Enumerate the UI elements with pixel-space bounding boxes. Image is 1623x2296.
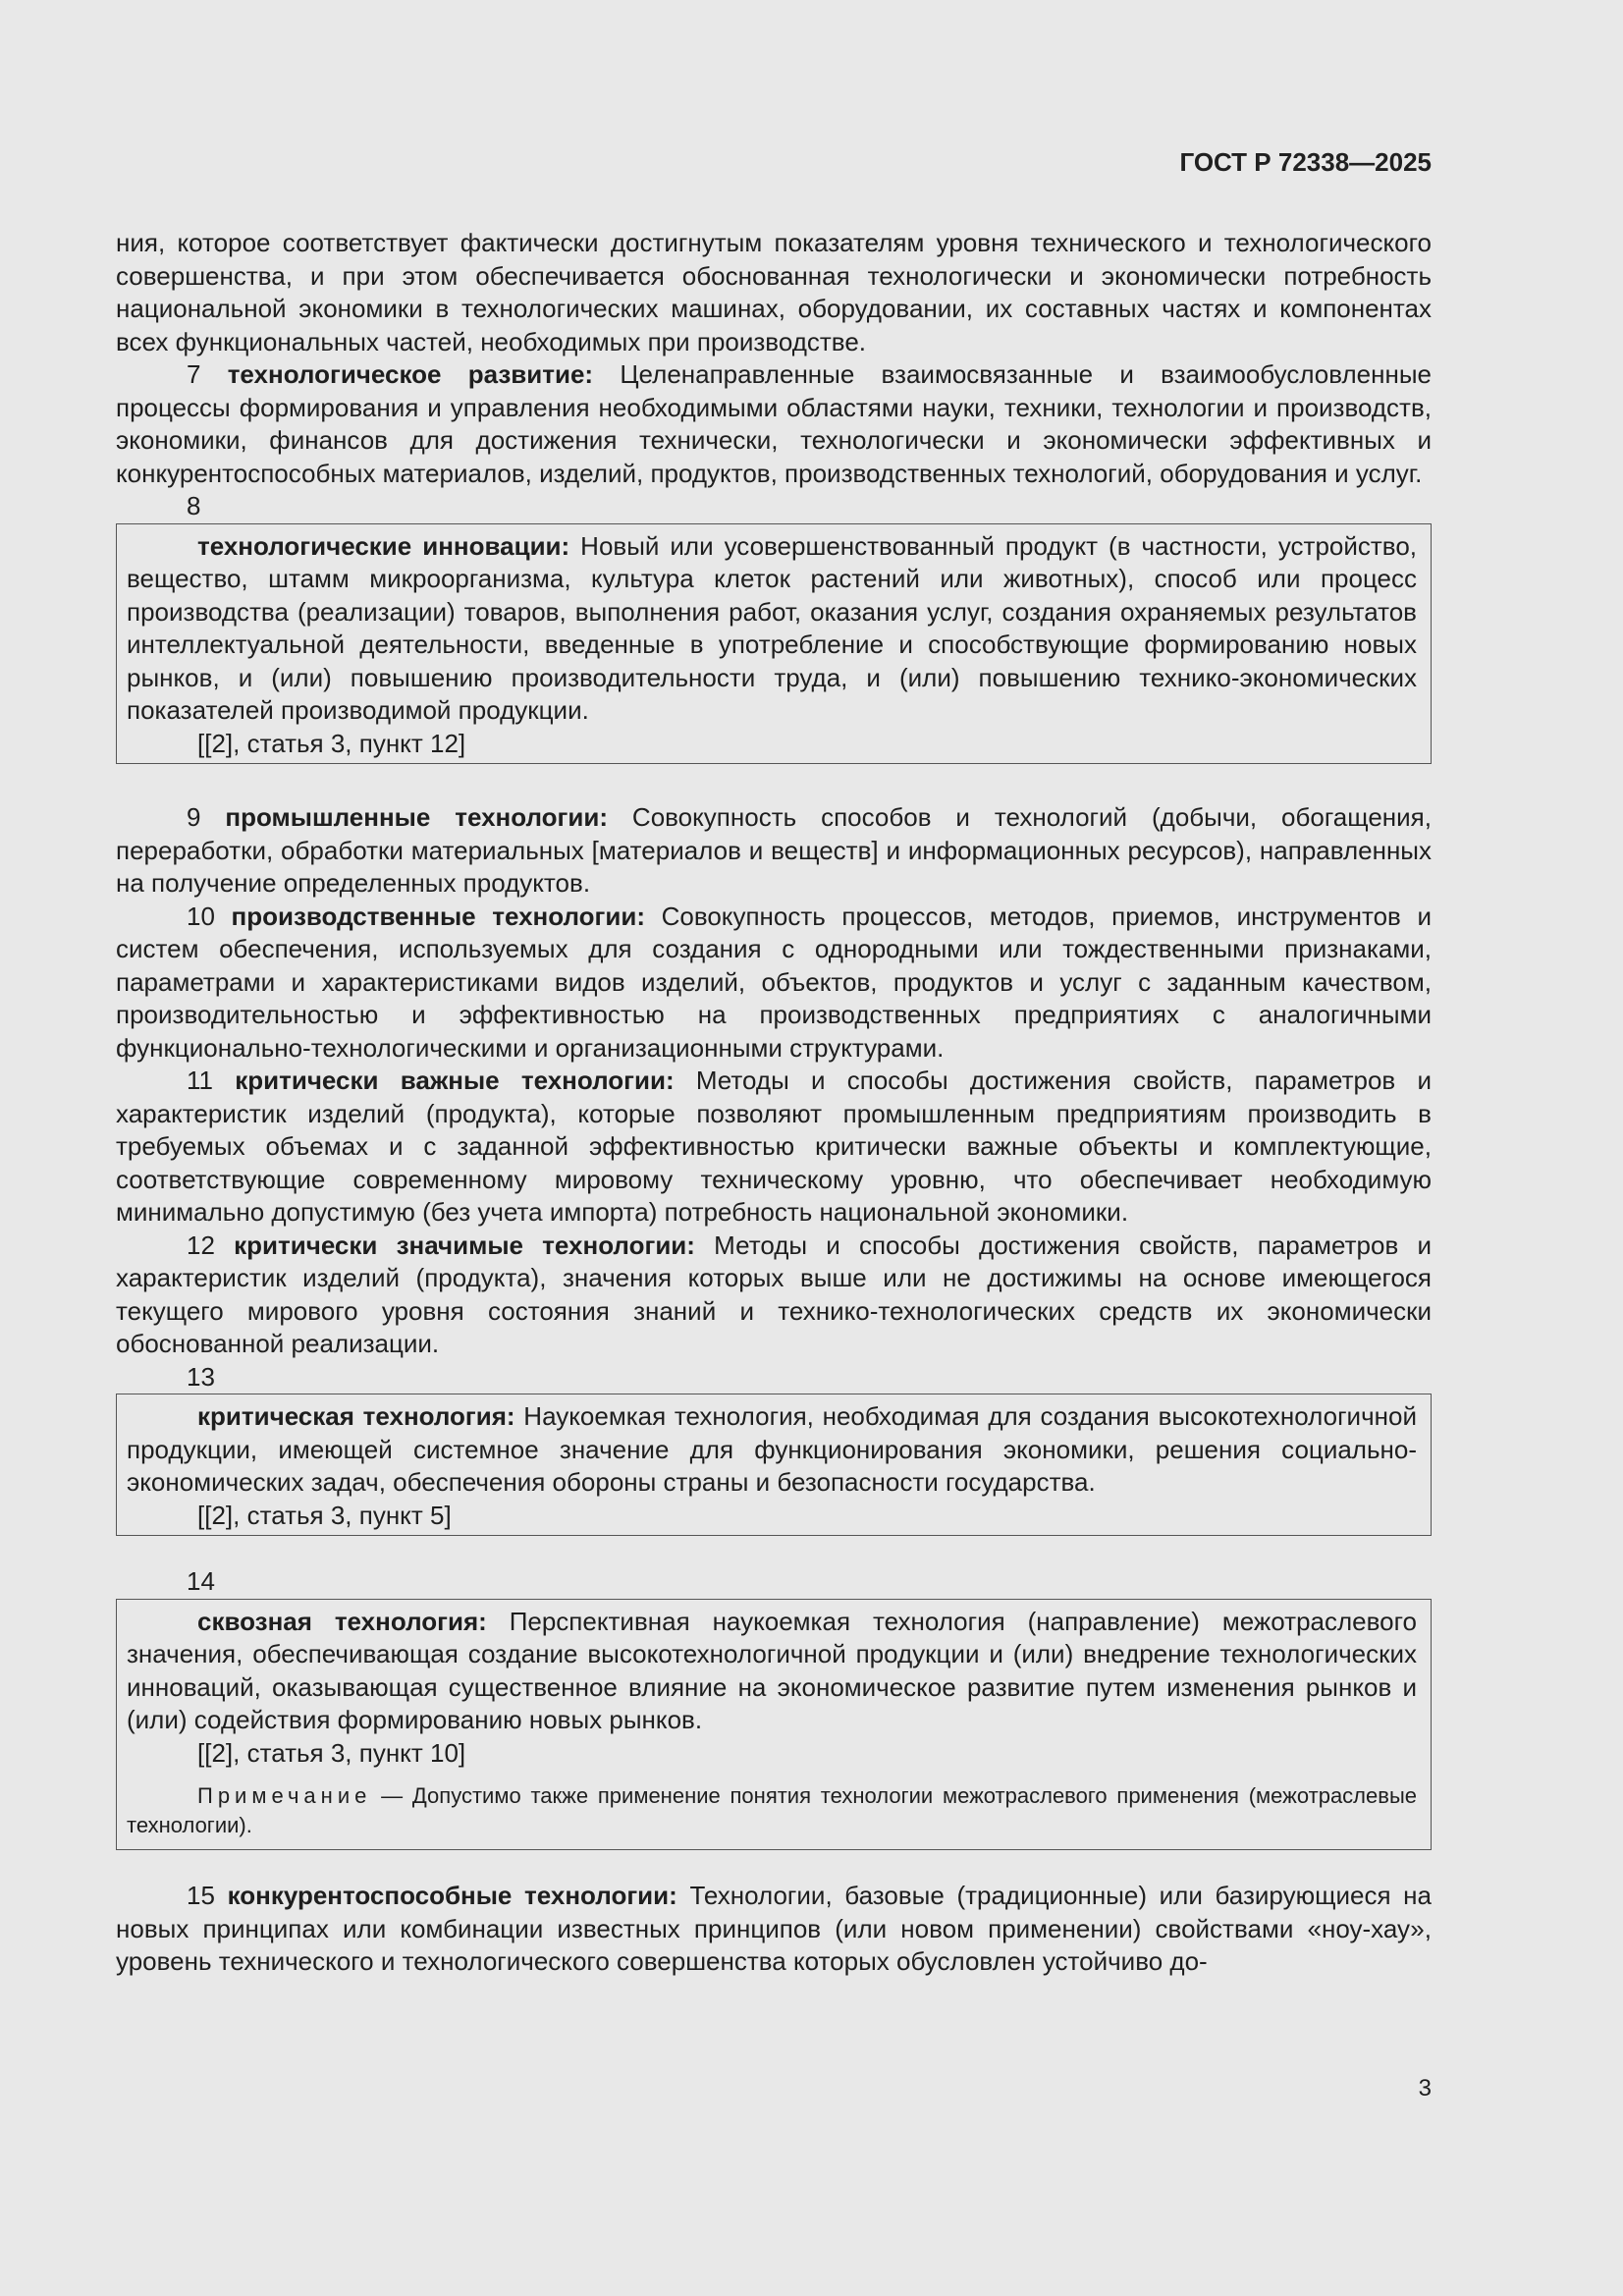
definition-text: Технологии, базовые (традиционные) или базирующиеся на новых принципах или комбинации известных принципов (или новом применении) свойствами «ноу-хау», уровень технического и технологического совершенства которых обусловлен устойчиво до- — [116, 1881, 1432, 1976]
definition-text: Наукоемкая технология, необходимая для создания высокотехнологичной продукции, имеющей системное значение для функционирования экономики, решения социально-экономических задач, обеспечения обороны страны и безопасности государства. — [127, 1401, 1417, 1497]
definition-term: сквозная технология: — [197, 1606, 487, 1636]
note-label: Примечание — [197, 1783, 372, 1808]
definition-text: Перспективная наукоемкая технология (направление) межотраслевого значения, обеспечивающая создание высокотехнологичной продукции и (или) внедрение технологических инноваций, оказывающая существенное влияние на экономическое развитие путем изменения рынков и (или) содействия формированию новых рынков. — [127, 1606, 1417, 1734]
definition-number: 9 — [187, 802, 201, 832]
definition-number: 15 — [187, 1881, 215, 1910]
definition-source: [[2], статья 3, пункт 5] — [197, 1500, 452, 1530]
definition-8-number: 8 — [187, 491, 201, 520]
definition-text: Новый или усовершенствованный продукт (в частности, устройство, вещество, штамм микроорганизма, культура клеток растений или животных), способ или процесс производства (реализации) товаров, выполнения работ, оказания услуг, создания охраняемых результатов интеллектуальной деятельности, введенные в употребление и способствующие формированию новых рынков, и (или) повышению производительности труда, и (или) повышению технико-экономических показателей производимой продукции. — [127, 530, 1417, 725]
definition-7 — [116, 358, 1432, 490]
definition-source: [[2], статья 3, пункт 12] — [197, 728, 466, 758]
definition-note — [127, 1781, 1417, 1846]
definition-term: производственные технологии: — [231, 901, 645, 931]
definition-text: Методы и способы достижения свойств, параметров и характеристик изделий (продукта), которые позволяют промышленным предприятиям производить в требуемых объемах и с заданной эффективностью критически важные объекты и комплектующие, соответствующие современному мировому техническому уровню, что обеспечивает необходимую минимально допустимую (без учета импорта) потребность национальной экономики. — [116, 1066, 1432, 1227]
definition-13 — [127, 1400, 1417, 1500]
definition-text: Совокупность процессов, методов, приемов, инструментов и систем обеспечения, используемых для создания с однородными или тождественными признаками, параметрами и характеристиками видов изделий, объектов, продуктов и услуг с заданным качеством, производительностью и эффективностью на производственных предприятиях с аналогичными функционально-технологическими и организационными структурами. — [116, 901, 1432, 1063]
definition-15 — [116, 1880, 1432, 1979]
definition-8 — [127, 530, 1417, 728]
definition-10 — [116, 901, 1432, 1066]
paragraph-6-continuation: ния, которое соответствует фактически достигнутым показателям уровня технического и технологического совершенства, и при этом обеспечивается обоснованная технологически и экономически потребность национальной экономики в технологических машинах, оборудовании, их составных частях и компонентах всех функциональных частей, необходимых при производстве. — [116, 228, 1432, 356]
definition-source: [[2], статья 3, пункт 10] — [197, 1737, 466, 1768]
note-text: — Допустимо также применение понятия технологии межотраслевого применения (межотраслевые технологии). — [127, 1783, 1417, 1837]
definition-14-number: 14 — [187, 1566, 215, 1596]
definition-text: Целенаправленные взаимосвязанные и взаимообусловленные процессы формирования и управления необходимыми областями науки, техники, технологии и производств, экономики, финансов для достижения технически, технологически и экономически эффективных и конкурентоспособных материалов, изделий, продуктов, производственных технологий, оборудования и услуг. — [116, 359, 1432, 488]
quoted-definition-box-14 — [116, 1599, 1432, 1851]
document-body — [116, 227, 1432, 1979]
quoted-definition-box-8 — [116, 523, 1432, 765]
quoted-definition-box-13 — [116, 1394, 1432, 1536]
definition-14 — [127, 1606, 1417, 1737]
definition-term: технологические инновации: — [197, 530, 570, 561]
page-number: 3 — [1418, 2075, 1432, 2102]
definition-term: технологическое развитие: — [227, 359, 594, 389]
definition-number: 10 — [187, 901, 215, 931]
definition-term: критически значимые технологии: — [234, 1230, 695, 1260]
definition-term: промышленные технологии: — [225, 802, 608, 832]
definition-13-number: 13 — [187, 1361, 215, 1392]
definition-number: 11 — [187, 1066, 213, 1095]
definition-term: критически важные технологии: — [235, 1066, 675, 1095]
definition-9 — [116, 801, 1432, 901]
definition-term: критическая технология: — [197, 1401, 515, 1431]
definition-number: 12 — [187, 1230, 215, 1260]
definition-11 — [116, 1065, 1432, 1230]
definition-number: 7 — [187, 359, 201, 389]
definition-12 — [116, 1230, 1432, 1361]
definition-text: Совокупность способов и технологий (добычи, обогащения, переработки, обработки материальных [материалов и веществ] и информационных ресурсов), направленных на получение определенных продуктов. — [116, 802, 1432, 898]
document-header: ГОСТ Р 72338—2025 — [1179, 147, 1432, 177]
definition-text: Методы и способы достижения свойств, параметров и характеристик изделий (продукта), значения которых выше или не достижимы на основе имеющегося текущего мирового уровня состояния знаний и технико-технологических средств их экономически обоснованной реализации. — [116, 1230, 1433, 1358]
definition-term: конкурентоспособные технологии: — [227, 1881, 677, 1910]
